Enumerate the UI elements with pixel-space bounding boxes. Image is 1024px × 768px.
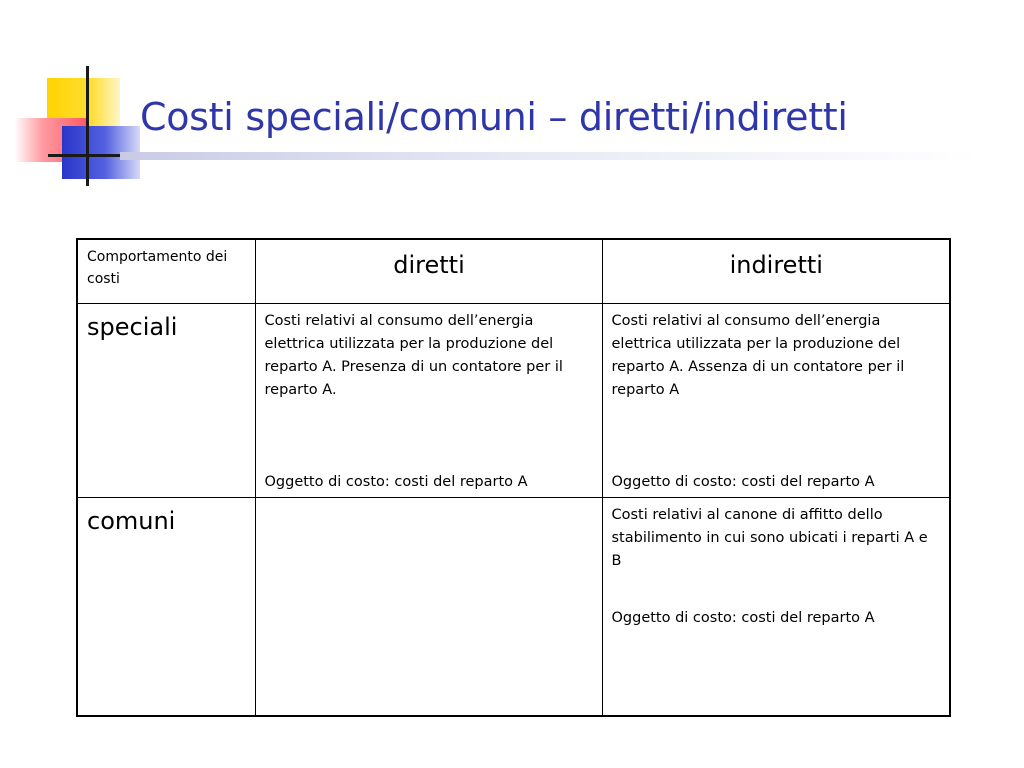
cell-speciali-diretti (255, 303, 602, 497)
table-row-speciali (77, 303, 950, 497)
row-label-comuni: comuni (77, 497, 255, 716)
corner-label: Comportamento dei costi (77, 239, 255, 303)
slide-title: Costi speciali/comuni – diretti/indiretti (140, 95, 848, 139)
cell-comuni-indiretti (602, 497, 950, 716)
title-underline (120, 152, 980, 160)
cost-classification-table (76, 238, 951, 717)
column-header-diretti: diretti (255, 239, 602, 303)
cell-description: Costi relativi al canone di affitto dello stabilimento in cui sono ubicati i reparti A e B (611, 506, 928, 569)
cell-speciali-indiretti (602, 303, 950, 497)
decorative-squares-logo (0, 0, 160, 200)
cell-cost-object: Oggetto di costo: costi del reparto A (264, 473, 528, 490)
table-row-comuni (77, 497, 950, 716)
cell-description: Costi relativi al consumo dell’energia elettrica utilizzata per la produzione del reparto A. Presenza di un contatore per il reparto A. (264, 312, 563, 398)
vertical-line-decoration (86, 66, 89, 186)
table-header-row (77, 239, 950, 303)
cell-description: Costi relativi al consumo dell’energia elettrica utilizzata per la produzione del reparto A. Assenza di un contatore per il reparto A (611, 312, 905, 398)
column-header-indiretti: indiretti (602, 239, 950, 303)
cell-comuni-diretti (255, 497, 602, 716)
cell-cost-object: Oggetto di costo: costi del reparto A (611, 473, 875, 490)
row-label-speciali: speciali (77, 303, 255, 497)
cell-cost-object: Oggetto di costo: costi del reparto A (611, 609, 875, 626)
